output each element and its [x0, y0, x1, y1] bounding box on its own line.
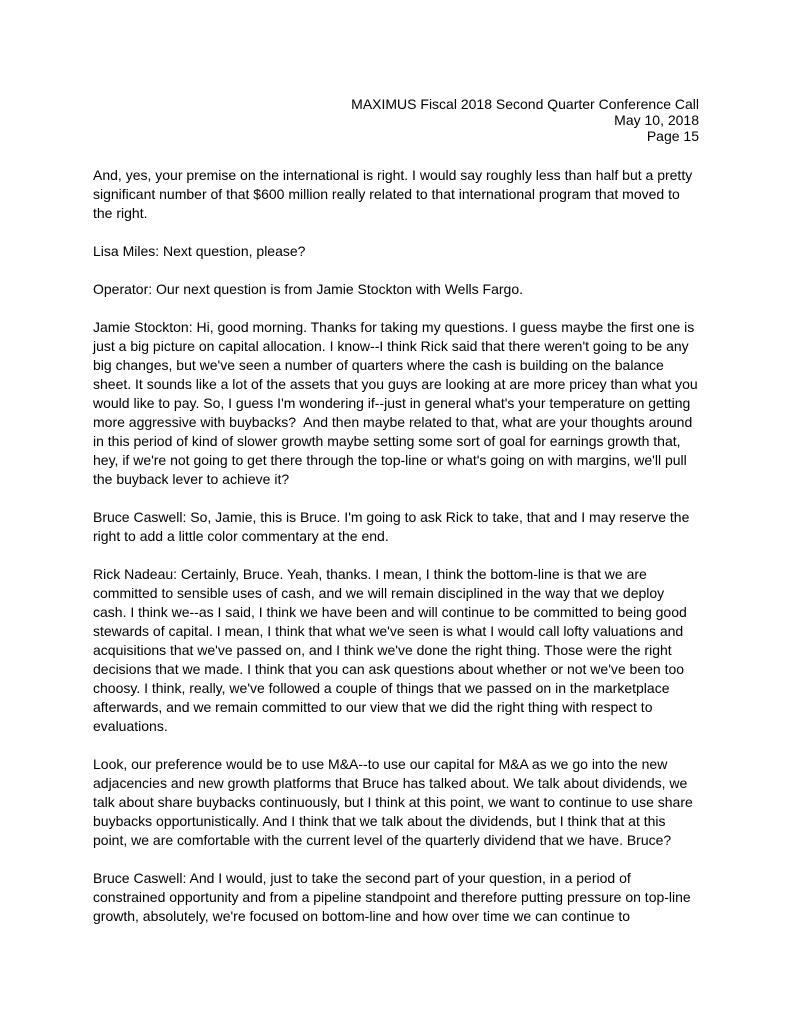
paragraph-bruce-caswell-2: Bruce Caswell: And I would, just to take the second part of your question, in a period of constrained opportunity and from a pipeline standpoint and therefore putting pressure on top-line growth, absolutely, we're focused on bottom-line and how over time we can continue to: [93, 870, 695, 924]
header-date: May 10, 2018: [614, 112, 699, 128]
document-header: [93, 96, 699, 144]
paragraph-rick-nadeau: Rick Nadeau: Certainly, Bruce. Yeah, thanks. I mean, I think the bottom-line is that we are committed to sensible uses of cash, and we will remain disciplined in the way that we deploy cash. I think we--as I said, I think we have been and will continue to be committed to being good stewards of capital. I mean, I think that what we've seen is what I would call lofty valuations and acquisitions that we've passed on, and I think we've done the right thing. Those were the right decisions that we made. I think that you can ask questions about whether or not we've been too choosy. I think, really, we've followed a couple of things that we passed on in the marketplace afterwards, and we remain committed to our view that we did the right thing with respect to evaluations.: [93, 566, 691, 734]
header-page-number: Page 15: [646, 128, 699, 144]
paragraph-jamie-stockton: Jamie Stockton: Hi, good morning. Thanks for taking my questions. I guess maybe the first one is just a big picture on capital allocation. I know--I think Rick said that there weren't going to be any big changes, but we've seen a number of quarters where the cash is building on the balance sheet. It sounds like a lot of the assets that you guys are looking at are more pricey than what you would like to pay. So, I guess I'm wondering if--just in general what's your temperature on getting more aggressive with buybacks? And then maybe related to that, what are your thoughts around in this period of kind of slower growth maybe setting some sort of goal for earnings growth that, hey, if we're not going to get there through the top-line or what's going on with margins, we'll pull the buyback lever to achieve it?: [93, 319, 702, 487]
paragraph-operator: Operator: Our next question is from Jamie Stockton with Wells Fargo.: [93, 281, 524, 297]
paragraph-lisa-miles: Lisa Miles: Next question, please?: [93, 243, 306, 259]
transcript-body: [93, 166, 702, 926]
paragraph-bruce-caswell-1: Bruce Caswell: So, Jamie, this is Bruce. I'm going to ask Rick to take, that and I may reserve the right to add a little color commentary at the end.: [93, 509, 694, 544]
header-title: MAXIMUS Fiscal 2018 Second Quarter Conference Call: [351, 96, 699, 112]
paragraph-continuation: And, yes, your premise on the international is right. I would say roughly less than half but a pretty significant number of that $600 million really related to that international program that moved to the right.: [93, 167, 697, 221]
paragraph-rick-nadeau-continued: Look, our preference would be to use M&A--to use our capital for M&A as we go into the new adjacencies and new growth platforms that Bruce has talked about. We talk about dividends, we talk about share buybacks continuously, but I think at this point, we want to continue to use share buybacks opportunistically. And I think that we talk about the dividends, but I think that at this point, we are comfortable with the current level of the quarterly dividend that we have. Bruce?: [93, 756, 697, 848]
